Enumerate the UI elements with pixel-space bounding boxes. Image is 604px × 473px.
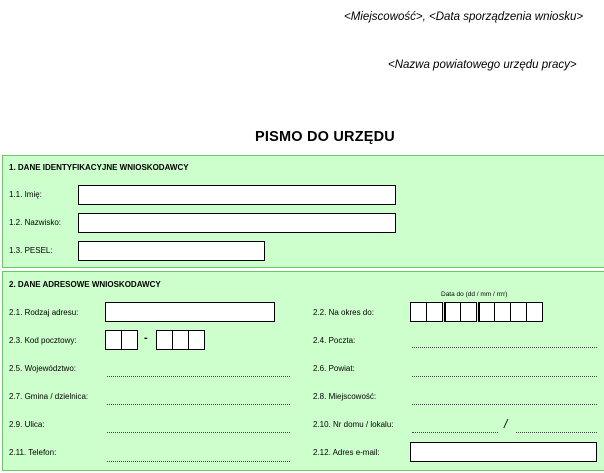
date-cell[interactable] (444, 302, 461, 322)
postal-cell[interactable] (172, 330, 189, 350)
county-label: 2.6. Powiat: (313, 364, 355, 373)
address-section (2, 271, 604, 471)
section-title: 1. DANE IDENTYFIKACYJNE WNIOSKODAWCY (9, 163, 189, 172)
section-title: 2. DANE ADRESOWE WNIOSKODAWCY (9, 280, 161, 289)
post-office-label: 2.4. Poczta: (313, 336, 356, 345)
locality-line[interactable] (412, 404, 597, 405)
address-type-label: 2.1. Rodzaj adresu: (9, 308, 79, 317)
postal-cell[interactable] (105, 330, 122, 350)
date-cell[interactable] (478, 302, 495, 322)
county-line[interactable] (412, 376, 597, 377)
pesel-input[interactable] (78, 241, 265, 261)
locality-label: 2.8. Miejscowość: (313, 392, 377, 401)
voivodeship-line[interactable] (107, 376, 290, 377)
period-label: 2.2. Na okres do: (313, 308, 374, 317)
post-office-line[interactable] (412, 347, 597, 348)
house-number-slash: / (504, 417, 508, 431)
date-cell[interactable] (426, 302, 443, 322)
office-name-placeholder: <Nazwa powiatowego urzędu pracy> (388, 59, 577, 71)
phone-label: 2.11. Telefon: (9, 448, 57, 457)
email-input[interactable] (410, 442, 597, 462)
postal-code-label: 2.3. Kod pocztowy: (9, 336, 77, 345)
postal-code-dash: - (144, 332, 148, 344)
email-label: 2.12. Adres e-mail: (313, 448, 380, 457)
last-name-input[interactable] (78, 213, 396, 233)
date-cell[interactable] (526, 302, 543, 322)
last-name-label: 1.2. Nazwisko: (9, 218, 62, 227)
street-line[interactable] (107, 432, 290, 433)
place-date-placeholder: <Miejscowość>, <Data sporządzenia wniosku> (344, 11, 584, 23)
date-cell[interactable] (510, 302, 527, 322)
date-format-hint: Data do (dd / mm / rrrr) (441, 291, 508, 298)
date-cell[interactable] (494, 302, 511, 322)
page-title: PISMO DO URZĘDU (255, 129, 395, 145)
date-cell[interactable] (410, 302, 427, 322)
voivodeship-label: 2.5. Województwo: (9, 364, 76, 373)
identification-section (2, 155, 604, 268)
municipality-line[interactable] (107, 404, 290, 405)
phone-line[interactable] (107, 461, 290, 462)
street-label: 2.9. Ulica: (9, 420, 45, 429)
postal-cell[interactable] (156, 330, 173, 350)
house-number-label: 2.10. Nr domu / lokalu: (313, 420, 394, 429)
pesel-label: 1.3. PESEL: (9, 246, 53, 255)
address-type-input[interactable] (105, 302, 275, 322)
municipality-label: 2.7. Gmina / dzielnica: (9, 392, 89, 401)
postal-cell[interactable] (121, 330, 138, 350)
first-name-label: 1.1. Imię: (9, 190, 42, 199)
date-cell[interactable] (460, 302, 477, 322)
house-number-line[interactable] (412, 432, 498, 433)
apartment-number-line[interactable] (516, 432, 597, 433)
first-name-input[interactable] (78, 185, 396, 205)
postal-cell[interactable] (188, 330, 205, 350)
